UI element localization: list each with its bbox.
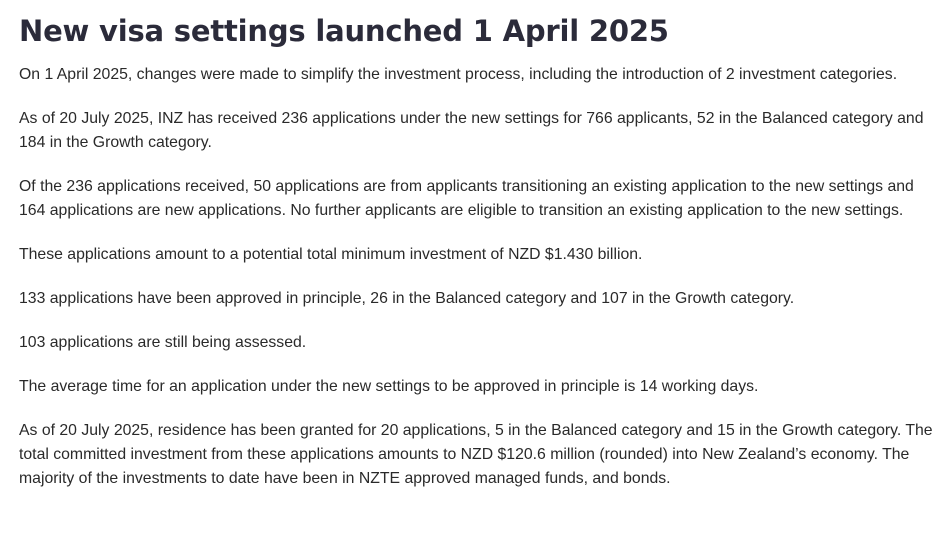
- paragraph-approved: 133 applications have been approved in principle, 26 in the Balanced category and 107 in the Growth category.: [19, 290, 795, 307]
- paragraph-average-time: The average time for an application under the new settings to be approved in principle is 14 working days.: [19, 378, 759, 395]
- page-title: New visa settings launched 1 April 2025: [19, 14, 669, 48]
- paragraph-total-investment: These applications amount to a potential total minimum investment of NZD $1.430 billion.: [19, 246, 643, 263]
- paragraph-transitioning: Of the 236 applications received, 50 applications are from applicants transitioning an existing application to the new settings and 164 applications are new applications. No further applicants are eligible to transition an existing application to the new settings.: [19, 178, 914, 219]
- paragraph-applications-received: As of 20 July 2025, INZ has received 236 applications under the new settings for 766 applicants, 52 in the Balanced category and 184 in the Growth category.: [19, 110, 924, 151]
- paragraph-residence-granted: As of 20 July 2025, residence has been granted for 20 applications, 5 in the Balanced category and 15 in the Growth category. The total committed investment from these applications amounts to NZD $120.6 million (rounded) into New Zealand’s economy. The majority of the investments to date have been in NZTE approved managed funds, and bonds.: [19, 422, 933, 487]
- article: [19, 10, 939, 511]
- paragraph-being-assessed: 103 applications are still being assessed.: [19, 334, 307, 351]
- paragraph-intro: On 1 April 2025, changes were made to simplify the investment process, including the introduction of 2 investment categories.: [19, 66, 898, 83]
